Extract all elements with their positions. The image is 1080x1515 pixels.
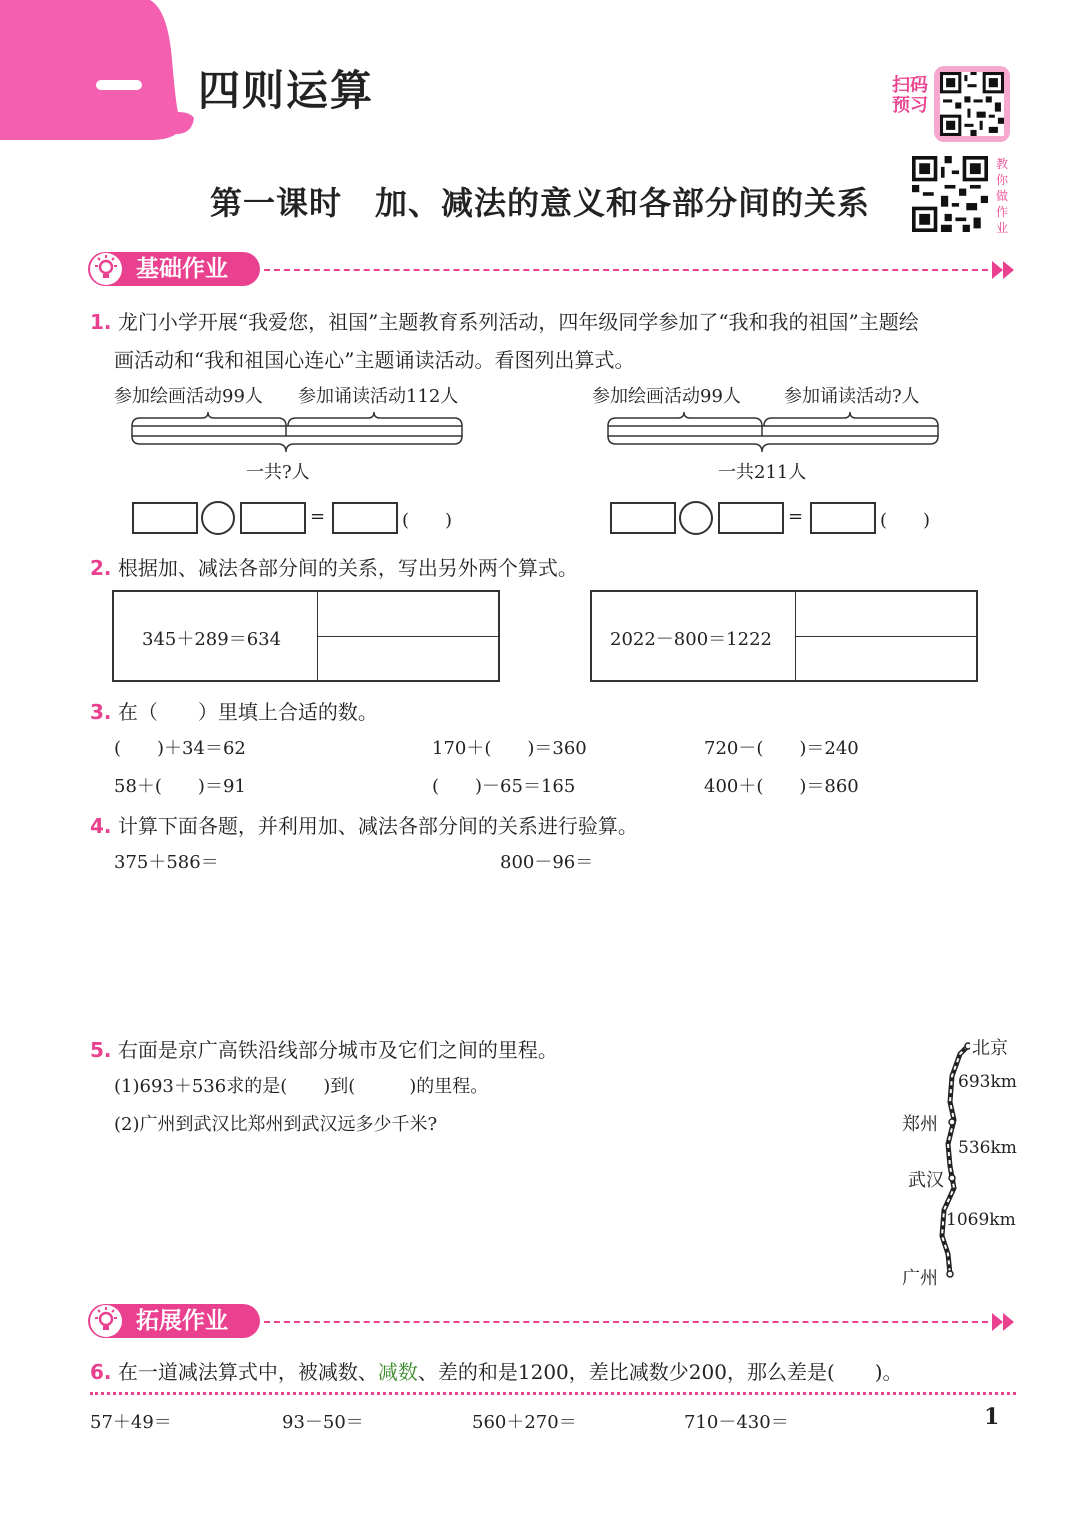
q3-line	[90, 696, 378, 725]
map-city-guangzhou: 广州	[902, 1268, 938, 1289]
q3-text: 在（ ）里填上合适的数。	[117, 700, 378, 724]
lesson-title: 第一课时 加、减法的意义和各部分间的关系	[210, 184, 871, 222]
q1-right-answer-box-2[interactable]	[718, 502, 784, 534]
q1-number: 1.	[90, 310, 112, 334]
q1-right-line-diagram	[604, 410, 944, 454]
q4-line	[90, 810, 638, 839]
q1-left-answer-box-1[interactable]	[132, 502, 198, 534]
map-distance-3: 1069km	[946, 1210, 1016, 1230]
q1-text-line1: 龙门小学开展“我爱您，祖国”主题教育系列活动，四年级同学参加了“我和我的祖国”主题绘	[117, 310, 919, 334]
q3-item-3[interactable]: 720－( )＝240	[704, 738, 859, 759]
map-city-zhengzhou: 郑州	[902, 1114, 938, 1135]
q5-sub1[interactable]: (1)693＋536求的是( )到( )的里程。	[114, 1076, 489, 1097]
q1-left-total: 一共?人	[246, 462, 310, 483]
q1-text-line2: 画活动和“我和祖国心连心”主题诵读活动。看图列出算式。	[114, 348, 635, 372]
q2-left-table	[112, 590, 500, 682]
q3-item-5[interactable]: ( )－65＝165	[432, 776, 576, 797]
q1-left-equals: =	[310, 506, 326, 527]
extended-section-title: 拓展作业	[136, 1308, 228, 1334]
basic-section-banner	[88, 252, 260, 286]
q1-right-equals: =	[788, 506, 804, 527]
page-number: 1	[984, 1404, 1000, 1430]
q3-item-2[interactable]: 170＋( )＝360	[432, 738, 587, 759]
q5-number: 5.	[90, 1038, 112, 1062]
footer-item-3[interactable]: 560＋270＝	[472, 1412, 577, 1433]
footer-item-2[interactable]: 93－50＝	[282, 1412, 364, 1433]
map-distance-2: 536km	[958, 1138, 1017, 1158]
footer-divider	[90, 1392, 1016, 1395]
map-city-beijing: 北京	[972, 1038, 1008, 1059]
arrow-right-icon	[1003, 1313, 1014, 1331]
q2-left-equation: 345＋289＝634	[142, 629, 282, 650]
homework-qr-icon[interactable]	[912, 156, 988, 232]
q1-left-part1: 参加绘画活动99人	[114, 386, 263, 407]
footer-item-4[interactable]: 710－430＝	[684, 1412, 789, 1433]
q3-item-6[interactable]: 400＋( )＝860	[704, 776, 859, 797]
q1-right-total: 一共211人	[718, 462, 807, 483]
q2-line	[90, 552, 578, 581]
q6-text-c: 、差的和是1200，差比减数少200，那么差是( )。	[417, 1360, 903, 1384]
q1-right-part2: 参加诵读活动?人	[784, 386, 920, 407]
q6-text-a: 在一道减法算式中，被减数、	[117, 1360, 378, 1384]
arrow-right-icon	[992, 261, 1003, 279]
q4-item-1[interactable]: 375＋586＝	[114, 852, 219, 873]
q1-right-answer-box-1[interactable]	[610, 502, 676, 534]
extended-section-banner	[88, 1304, 260, 1338]
q1-left-part2: 参加诵读活动112人	[298, 386, 459, 407]
unit-title: 四则运算	[198, 66, 375, 115]
arrow-right-icon	[992, 1313, 1003, 1331]
q3-item-4[interactable]: 58＋( )＝91	[114, 776, 246, 797]
unit-number	[96, 80, 142, 90]
q4-number: 4.	[90, 814, 112, 838]
q1-right-unit-paren[interactable]: ( )	[880, 510, 931, 531]
q2-right-answer-line[interactable]	[796, 636, 976, 637]
q6-number: 6.	[90, 1360, 112, 1384]
extended-section-divider	[264, 1321, 988, 1323]
lightbulb-icon	[90, 253, 122, 285]
q4-item-2[interactable]: 800－96＝	[500, 852, 594, 873]
lightbulb-icon	[90, 1305, 122, 1337]
q2-left-answer-line[interactable]	[318, 636, 498, 637]
q5-line	[90, 1034, 558, 1063]
basic-section-title: 基础作业	[136, 256, 228, 282]
basic-section-divider	[264, 269, 988, 271]
q6-line[interactable]	[90, 1356, 903, 1385]
q1-left-line-diagram	[128, 410, 468, 454]
q5-sub2: (2)广州到武汉比郑州到武汉远多少千米?	[114, 1114, 438, 1135]
q1-left-answer-box-2[interactable]	[240, 502, 306, 534]
q1-left-operator-circle[interactable]	[201, 501, 235, 535]
q1-right-part1: 参加绘画活动99人	[592, 386, 741, 407]
q4-text: 计算下面各题，并利用加、减法各部分间的关系进行验算。	[117, 814, 638, 838]
q5-text: 右面是京广高铁沿线部分城市及它们之间的里程。	[117, 1038, 558, 1062]
q1-left-unit-paren[interactable]: ( )	[402, 510, 453, 531]
q1-right-operator-circle[interactable]	[679, 501, 713, 535]
q3-item-1[interactable]: ( )＋34＝62	[114, 738, 246, 759]
homework-label: 教你做作业	[996, 157, 1009, 235]
q2-right-equation: 2022－800＝1222	[610, 629, 772, 650]
q2-right-table	[590, 590, 978, 682]
arrow-right-icon	[1003, 261, 1014, 279]
map-distance-1: 693km	[958, 1072, 1017, 1092]
preview-qr-icon[interactable]	[940, 72, 1004, 136]
footer-item-1[interactable]: 57＋49＝	[90, 1412, 172, 1433]
q3-number: 3.	[90, 700, 112, 724]
map-city-wuhan: 武汉	[908, 1170, 944, 1191]
q1-right-answer-box-3[interactable]	[810, 502, 876, 534]
q2-text: 根据加、减法各部分间的关系，写出另外两个算式。	[117, 556, 578, 580]
q1-line1	[90, 306, 919, 335]
unit-tab	[0, 0, 200, 142]
q2-number: 2.	[90, 556, 112, 580]
q1-left-answer-box-3[interactable]	[332, 502, 398, 534]
q6-text-b: 减数	[377, 1360, 418, 1384]
preview-label: 扫码预习	[892, 75, 928, 116]
